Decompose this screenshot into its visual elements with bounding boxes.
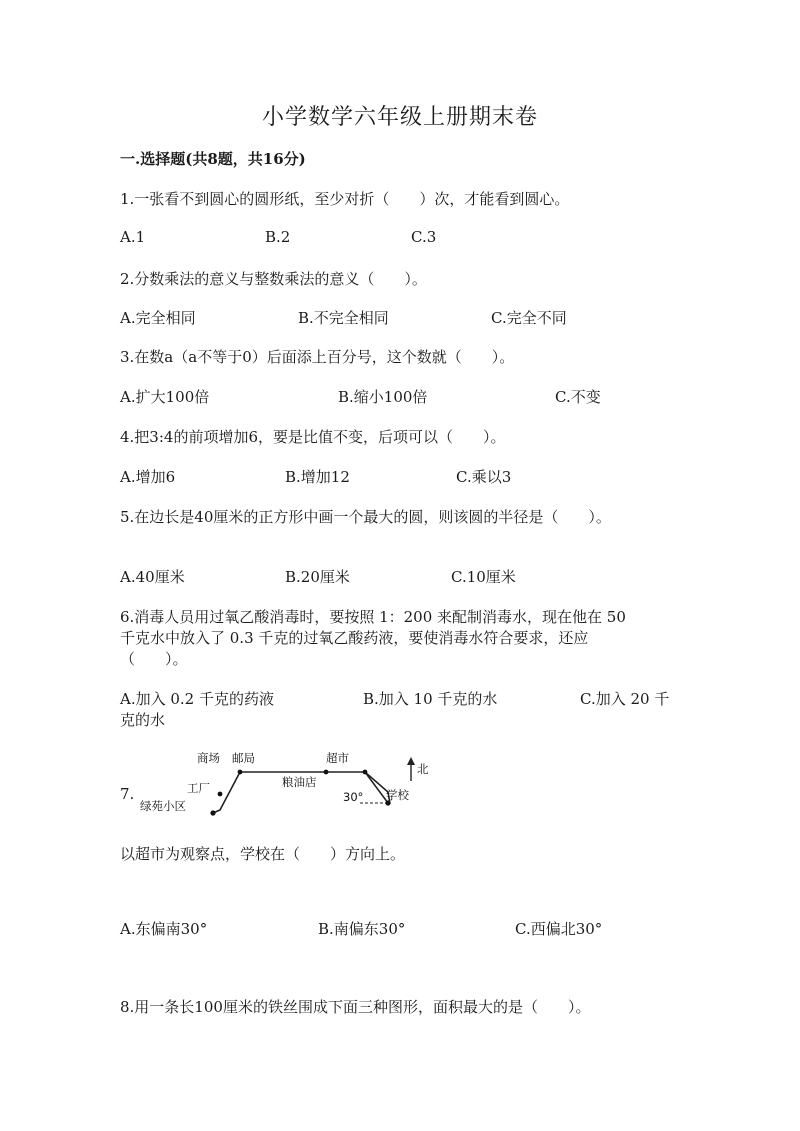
question-6-line-1: 6.消毒人员用过氧乙酸消毒时，要按照 1：200 来配制消毒水，现在他在 50: [120, 608, 626, 626]
grain-store-point: [324, 770, 329, 775]
route-map-diagram: [130, 745, 440, 820]
q5-option-b: B.20厘米: [285, 568, 350, 586]
question-8: 8.用一条长100厘米的铁丝围成下面三种图形，面积最大的是（ ）。: [120, 998, 591, 1016]
q6-option-a: A.加入 0.2 千克的药液: [120, 690, 274, 708]
label-grain-store: 粮油店: [282, 775, 317, 789]
question-2: 2.分数乘法的意义与整数乘法的意义（ ）。: [120, 270, 427, 288]
q3-option-a: A.扩大100倍: [120, 388, 210, 406]
label-angle: 30°: [343, 790, 364, 804]
north-arrowhead-icon: [407, 757, 415, 765]
question-5: 5.在边长是40厘米的正方形中画一个最大的圆，则该圆的半径是（ ）。: [120, 508, 611, 526]
q4-option-c: C.乘以3: [456, 468, 512, 486]
question-3: 3.在数a（a不等于0）后面添上百分号，这个数就（ ）。: [120, 348, 515, 366]
q6-option-b: B.加入 10 千克的水: [363, 690, 498, 708]
q5-option-a: A.40厘米: [120, 568, 185, 586]
label-north: 北: [417, 762, 429, 776]
label-mall: 商场: [197, 751, 220, 765]
q1-option-c: C.3: [411, 228, 437, 246]
q2-option-a: A.完全相同: [120, 309, 196, 327]
label-school: 学校: [386, 788, 409, 802]
question-7-number: 7.: [120, 785, 135, 803]
question-6-line-3: （ ）。: [120, 650, 188, 668]
question-1: 1.一张看不到圆心的圆形纸，至少对折（ ）次，才能看到圆心。: [120, 190, 570, 208]
supermarket-school-road: [365, 772, 388, 803]
q4-option-b: B.增加12: [285, 468, 350, 486]
q2-option-c: C.完全不同: [491, 309, 567, 327]
supermarket-point: [363, 770, 368, 775]
question-4: 4.把3:4的前项增加6，要是比值不变，后项可以（ ）。: [120, 428, 506, 446]
section-heading: 一.选择题(共8题，共16分): [120, 150, 306, 168]
q4-option-a: A.增加6: [120, 468, 176, 486]
q7-option-c: C.西偏北30°: [515, 920, 603, 938]
question-7-text: 以超市为观察点，学校在（ ）方向上。: [120, 845, 406, 863]
q3-option-c: C.不变: [555, 388, 601, 406]
q6-option-c-wrap: 克的水: [120, 711, 166, 729]
q2-option-b: B.不完全相同: [298, 309, 389, 327]
mall-point: [238, 770, 243, 775]
question-6-line-2: 千克水中放入了 0.3 千克的过氧乙酸药液，要使消毒水符合要求，还应: [120, 629, 589, 647]
label-post-office: 邮局: [232, 751, 255, 765]
community-point: [210, 810, 215, 815]
q7-option-a: A.东偏南30°: [120, 920, 208, 938]
q7-option-b: B.南偏东30°: [318, 920, 406, 938]
page-title: 小学数学六年级上册期末卷: [261, 105, 538, 130]
label-factory: 工厂: [187, 781, 210, 795]
label-community: 绿苑小区: [140, 799, 186, 813]
q3-option-b: B.缩小100倍: [338, 388, 428, 406]
factory-point: [218, 792, 223, 797]
q1-option-b: B.2: [265, 228, 291, 246]
q5-option-c: C.10厘米: [451, 568, 516, 586]
label-supermarket: 超市: [326, 751, 349, 765]
q6-option-c: C.加入 20 千: [580, 690, 670, 708]
q1-option-a: A.1: [120, 228, 146, 246]
